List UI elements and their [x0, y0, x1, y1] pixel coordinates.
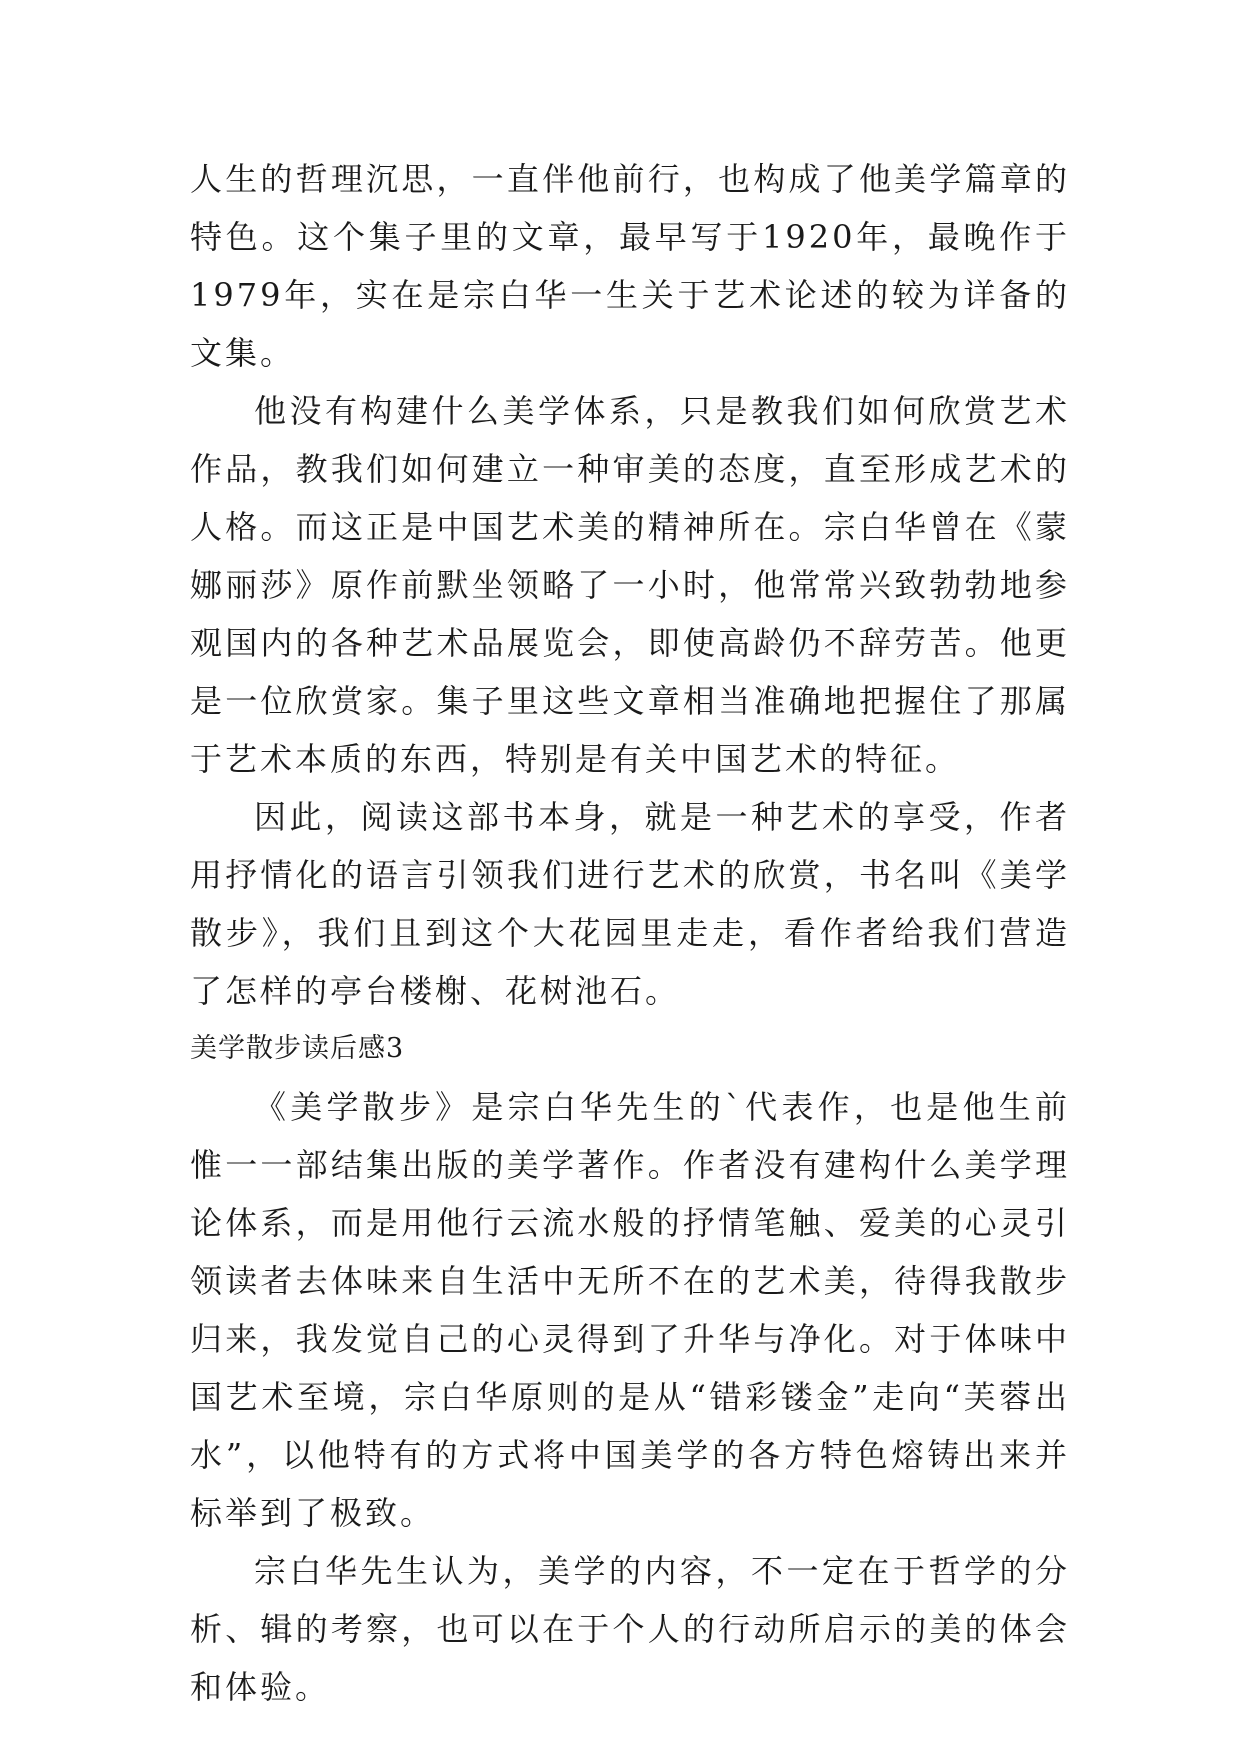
paragraph-5: 宗白华先生认为，美学的内容，不一定在于哲学的分析、辑的考察，也可以在于个人的行动所启示的美的体会和体验。	[190, 1552, 1070, 1706]
paragraph-2: 他没有构建什么美学体系，只是教我们如何欣赏艺术作品，教我们如何建立一种审美的态度，直至形成艺术的人格。而这正是中国艺术美的精神所在。宗白华曾在《蒙娜丽莎》原作前默坐领略了一小时，他常常兴致勃勃地参观国内的各种艺术品展览会，即使高龄仍不辞劳苦。他更是一位欣赏家。集子里这些文章相当准确地把握住了那属于艺术本质的东西，特别是有关中国艺术的特征。	[190, 392, 1070, 778]
paragraph-3: 因此，阅读这部书本身，就是一种艺术的享受，作者用抒情化的语言引领我们进行艺术的欣赏，书名叫《美学散步》，我们且到这个大花园里走走，看作者给我们营造了怎样的亭台楼榭、花树池石。	[190, 798, 1070, 1010]
paragraph-4: 《美学散步》是宗白华先生的`代表作，也是他生前惟一一部结集出版的美学著作。作者没有建构什么美学理论体系，而是用他行云流水般的抒情笔触、爱美的心灵引领读者去体味来自生活中无所不在的艺术美，待得我散步归来，我发觉自己的心灵得到了升华与净化。对于体味中国艺术至境，宗白华原则的是从“错彩镂金”走向“芙蓉出水”，以他特有的方式将中国美学的各方特色熔铸出来并标举到了极致。	[190, 1088, 1070, 1532]
document-body	[190, 150, 1070, 1716]
section-heading: 美学散步读后感3	[190, 1033, 405, 1064]
paragraph-1: 人生的哲理沉思，一直伴他前行，也构成了他美学篇章的特色。这个集子里的文章，最早写于1920年，最晚作于1979年，实在是宗白华一生关于艺术论述的较为详备的文集。	[190, 160, 1070, 372]
